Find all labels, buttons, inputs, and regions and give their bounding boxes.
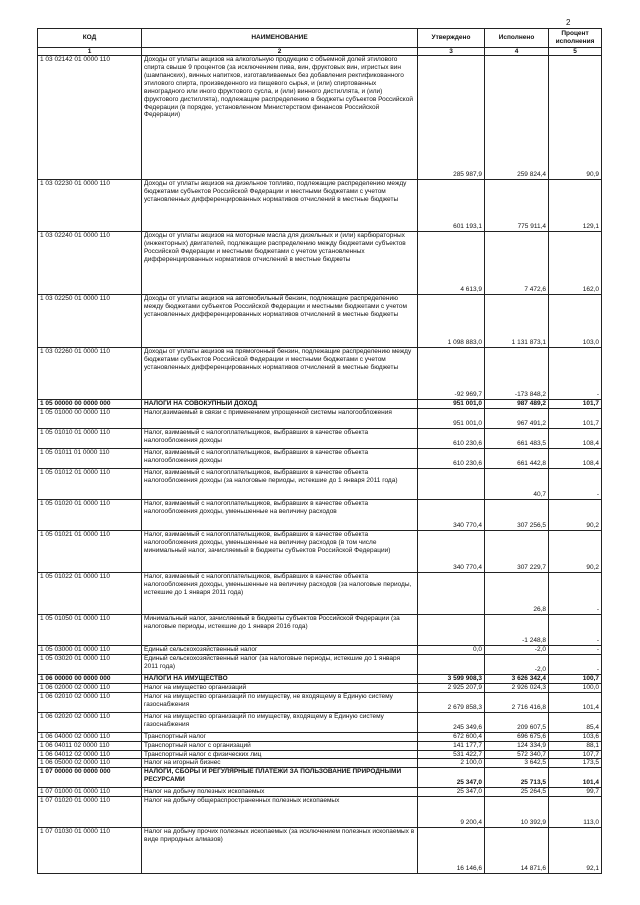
cell-code: 1 05 01012 01 0000 110 [38, 468, 142, 499]
column-number: 2 [142, 48, 418, 56]
cell-percent: - [549, 654, 602, 674]
cell-approved: 531 422,7 [418, 750, 485, 759]
table-row [38, 428, 602, 448]
cell-executed: 967 491,2 [485, 408, 549, 428]
cell-approved: 1 098 883,0 [418, 295, 485, 348]
table-row [38, 572, 602, 614]
table-row [38, 348, 602, 400]
cell-code: 1 03 02260 01 0000 110 [38, 348, 142, 400]
table-row [38, 828, 602, 874]
cell-approved: 25 347,0 [418, 768, 485, 788]
cell-name: Налог, взимаемый с налогоплательщиков, выбравших в качестве объекта налогообложения доходы, уменьшенные на величину расходов (в том числе минимальный налог, зачисляемый в бюджеты субъектов Российской Федерации) [142, 530, 418, 572]
cell-approved: 2 100,0 [418, 759, 485, 768]
cell-name: Налог на имущество организаций по имуществу, не входящему в Единую систему газоснабжения [142, 692, 418, 712]
cell-percent: 107,7 [549, 750, 602, 759]
table-row [38, 741, 602, 750]
cell-percent: 129,1 [549, 180, 602, 232]
cell-approved: 610 230,6 [418, 428, 485, 448]
cell-code: 1 03 02142 01 0000 110 [38, 56, 142, 180]
cell-executed: 26,8 [485, 572, 549, 614]
cell-code: 1 03 02230 01 0000 110 [38, 180, 142, 232]
cell-percent: 90,2 [549, 530, 602, 572]
column-number: 5 [549, 48, 602, 56]
cell-name: Транспортный налог с организаций [142, 741, 418, 750]
column-number: 3 [418, 48, 485, 56]
cell-executed: 661 483,5 [485, 428, 549, 448]
cell-code: 1 07 00000 00 0000 000 [38, 768, 142, 788]
table-row [38, 232, 602, 295]
cell-code: 1 05 01050 01 0000 110 [38, 614, 142, 645]
cell-executed: -173 848,2 [485, 348, 549, 400]
cell-name: Доходы от уплаты акцизов на автомобильный бензин, подлежащие распределению между бюджетами субъектов Российской Федерации и местными бюджетами с учетом установленных дифференцированных нормативов отчислений в местные бюджеты [142, 295, 418, 348]
column-number-row [38, 48, 602, 56]
cell-name: Налог на добычу полезных ископаемых [142, 788, 418, 797]
table-row [38, 530, 602, 572]
cell-approved: 2 679 858,3 [418, 692, 485, 712]
cell-percent: - [549, 348, 602, 400]
cell-percent: 162,0 [549, 232, 602, 295]
cell-executed: 661 442,8 [485, 448, 549, 468]
header-row [38, 29, 602, 48]
cell-name: Доходы от уплаты акцизов на моторные масла для дизельных и (или) карбюраторных (инжекторных) двигателей, подлежащие распределению между бюджетами субъектов Российской Федерации и местными бюджетами с учетом установленных дифференцированных нормативов отчислений в местные бюджеты [142, 232, 418, 295]
cell-percent: 108,4 [549, 448, 602, 468]
cell-approved: 285 987,9 [418, 56, 485, 180]
cell-approved: 0,0 [418, 645, 485, 654]
cell-percent: 101,7 [549, 408, 602, 428]
cell-percent: - [549, 614, 602, 645]
cell-code: 1 05 03000 01 0000 110 [38, 645, 142, 654]
table-row [38, 408, 602, 428]
cell-approved [418, 654, 485, 674]
cell-code: 1 06 02020 02 0000 110 [38, 712, 142, 732]
cell-executed: 987 489,2 [485, 400, 549, 409]
header-approved: Утверждено [418, 29, 485, 48]
cell-executed: 1 131 873,1 [485, 295, 549, 348]
cell-name: Налог, взимаемый с налогоплательщиков, выбравших в качестве объекта налогообложения доходы, уменьшенные на величину расходов [142, 499, 418, 530]
cell-code: 1 06 04011 02 0000 110 [38, 741, 142, 750]
table-row [38, 732, 602, 741]
cell-code: 1 05 03020 01 0000 110 [38, 654, 142, 674]
cell-code: 1 03 02250 01 0000 110 [38, 295, 142, 348]
cell-executed: 40,7 [485, 468, 549, 499]
cell-executed: 307 256,5 [485, 499, 549, 530]
cell-name: Налог на добычу прочих полезных ископаемых (за исключением полезных ископаемых в виде природных алмазов) [142, 828, 418, 874]
cell-name: Минимальный налог, зачисляемый в бюджеты субъектов Российской Федерации (за налоговые периоды, истекшие до 1 января 2016 года) [142, 614, 418, 645]
cell-percent: 101,4 [549, 692, 602, 712]
cell-name: Единый сельскохозяйственный налог (за налоговые периоды, истекшие до 1 января 2011 года) [142, 654, 418, 674]
budget-revenue-table [37, 28, 602, 874]
cell-approved: 25 347,0 [418, 788, 485, 797]
cell-code: 1 06 04012 02 0000 110 [38, 750, 142, 759]
cell-percent: 113,0 [549, 797, 602, 828]
table-row [38, 692, 602, 712]
cell-approved: 340 770,4 [418, 499, 485, 530]
table-row [38, 712, 602, 732]
cell-name: НАЛОГИ НА СОВОКУПНЫЙ ДОХОД [142, 400, 418, 409]
cell-executed: -1 248,8 [485, 614, 549, 645]
cell-code: 1 03 02240 01 0000 110 [38, 232, 142, 295]
cell-percent: 103,6 [549, 732, 602, 741]
cell-code: 1 07 01020 01 0000 110 [38, 797, 142, 828]
cell-approved: 9 200,4 [418, 797, 485, 828]
cell-code: 1 05 01022 01 0000 110 [38, 572, 142, 614]
cell-executed: 775 911,4 [485, 180, 549, 232]
table-row [38, 788, 602, 797]
cell-name: Налог,взимаемый в связи с применением упрощенной системы налогообложения [142, 408, 418, 428]
cell-code: 1 06 02000 02 0000 110 [38, 683, 142, 692]
cell-code: 1 07 01000 01 0000 110 [38, 788, 142, 797]
cell-percent: 100,0 [549, 683, 602, 692]
cell-code: 1 05 01020 01 0000 110 [38, 499, 142, 530]
table-row [38, 683, 602, 692]
cell-name: Налог, взимаемый с налогоплательщиков, выбравших в качестве объекта налогообложения доходы [142, 428, 418, 448]
table-row [38, 797, 602, 828]
table-row [38, 448, 602, 468]
cell-name: Налог, взимаемый с налогоплательщиков, выбравших в качестве объекта налогообложения доходы, уменьшенные на величину расходов (за налоговые периоды, истекшие до 1 января 2011 года) [142, 572, 418, 614]
cell-approved: 610 230,6 [418, 448, 485, 468]
table-row [38, 614, 602, 645]
cell-name: Транспортный налог [142, 732, 418, 741]
cell-approved: 601 193,1 [418, 180, 485, 232]
cell-approved: 4 613,9 [418, 232, 485, 295]
cell-executed: 124 334,9 [485, 741, 549, 750]
cell-executed: 2 716 416,8 [485, 692, 549, 712]
cell-name: Транспортный налог с физических лиц [142, 750, 418, 759]
cell-name: Доходы от уплаты акцизов на алкогольную продукцию с объемной долей этилового спирта свыше 9 процентов (за исключением пива, вин, фруктовых вин, игристых вин (шампанских), винных напитков, изготавливаемых без добавления ректификованного этилового спирта, произведенного из пищевого сырья, и (или) спиртованных виноградного или иного фруктового сусла, и (или) винного дистиллята, и (или) фруктового дистиллята), подлежащие распределению в бюджеты субъектов Российской Федерации (в порядке, установленном Министерством финансов Российской Федерации) [142, 56, 418, 180]
cell-executed: 696 675,6 [485, 732, 549, 741]
cell-percent: 100,7 [549, 674, 602, 683]
cell-executed: 7 472,6 [485, 232, 549, 295]
table-row [38, 759, 602, 768]
cell-code: 1 05 01010 01 0000 110 [38, 428, 142, 448]
cell-percent: 103,0 [549, 295, 602, 348]
cell-executed: 2 926 024,3 [485, 683, 549, 692]
cell-approved: 2 925 207,9 [418, 683, 485, 692]
table-row [38, 56, 602, 180]
table-row [38, 645, 602, 654]
table-body [38, 56, 602, 874]
cell-code: 1 05 01021 01 0000 110 [38, 530, 142, 572]
cell-name: НАЛОГИ НА ИМУЩЕСТВО [142, 674, 418, 683]
cell-name: Налог на добычу общераспространенных полезных ископаемых [142, 797, 418, 828]
cell-approved [418, 468, 485, 499]
cell-name: Единый сельскохозяйственный налог [142, 645, 418, 654]
cell-approved: 3 599 908,3 [418, 674, 485, 683]
cell-executed: 3 626 342,4 [485, 674, 549, 683]
cell-executed: -2,0 [485, 654, 549, 674]
cell-executed: 307 229,7 [485, 530, 549, 572]
cell-approved: 16 146,6 [418, 828, 485, 874]
cell-executed: 572 340,7 [485, 750, 549, 759]
header-code: КОД [38, 29, 142, 48]
cell-approved: 951 001,0 [418, 400, 485, 409]
cell-percent: 90,2 [549, 499, 602, 530]
table-row [38, 750, 602, 759]
cell-percent: 101,7 [549, 400, 602, 409]
cell-percent: 101,4 [549, 768, 602, 788]
cell-percent: 90,9 [549, 56, 602, 180]
cell-name: Налог, взимаемый с налогоплательщиков, выбравших в качестве объекта налогообложения доходы (за налоговые периоды, истекшие до 1 января 2011 года) [142, 468, 418, 499]
cell-executed: 209 607,5 [485, 712, 549, 732]
cell-approved: 672 600,4 [418, 732, 485, 741]
cell-approved: -92 969,7 [418, 348, 485, 400]
cell-name: Налог на имущество организаций по имуществу, входящему в Единую систему газоснабжения [142, 712, 418, 732]
cell-name: Налог на игорный бизнес [142, 759, 418, 768]
cell-code: 1 06 00000 00 0000 000 [38, 674, 142, 683]
cell-executed: 14 871,6 [485, 828, 549, 874]
table-row [38, 295, 602, 348]
header-percent: Процент исполнения [549, 29, 602, 48]
cell-approved [418, 572, 485, 614]
header-name: НАИМЕНОВАНИЕ [142, 29, 418, 48]
cell-code: 1 07 01030 01 0000 110 [38, 828, 142, 874]
cell-code: 1 06 02010 02 0000 110 [38, 692, 142, 712]
table-row [38, 468, 602, 499]
cell-name: Доходы от уплаты акцизов на прямогонный бензин, подлежащие распределению между бюджетами субъектов Российской Федерации и местными бюджетами с учетом установленных дифференцированных нормативов отчислений в местные бюджеты [142, 348, 418, 400]
cell-approved: 951 001,0 [418, 408, 485, 428]
page-number: 2 [566, 18, 571, 27]
cell-approved: 141 177,7 [418, 741, 485, 750]
cell-executed: 3 642,5 [485, 759, 549, 768]
column-number: 4 [485, 48, 549, 56]
cell-code: 1 06 04000 02 0000 110 [38, 732, 142, 741]
cell-percent: - [549, 468, 602, 499]
cell-executed: 25 713,5 [485, 768, 549, 788]
cell-name: НАЛОГИ, СБОРЫ И РЕГУЛЯРНЫЕ ПЛАТЕЖИ ЗА ПОЛЬЗОВАНИЕ ПРИРОДНЫМИ РЕСУРСАМИ [142, 768, 418, 788]
cell-name: Налог на имущество организаций [142, 683, 418, 692]
cell-percent: 173,5 [549, 759, 602, 768]
cell-approved: 245 349,6 [418, 712, 485, 732]
cell-executed: 259 824,4 [485, 56, 549, 180]
cell-percent: - [549, 645, 602, 654]
table-row [38, 768, 602, 788]
cell-percent: 99,7 [549, 788, 602, 797]
cell-percent: 88,1 [549, 741, 602, 750]
column-number: 1 [38, 48, 142, 56]
cell-code: 1 05 00000 00 0000 000 [38, 400, 142, 409]
header-executed: Исполнено [485, 29, 549, 48]
table-row [38, 654, 602, 674]
cell-executed: 10 392,9 [485, 797, 549, 828]
cell-code: 1 05 01011 01 0000 110 [38, 448, 142, 468]
table-row [38, 674, 602, 683]
cell-executed: -2,0 [485, 645, 549, 654]
cell-name: Налог, взимаемый с налогоплательщиков, выбравших в качестве объекта налогообложения доходы [142, 448, 418, 468]
cell-code: 1 06 05000 02 0000 110 [38, 759, 142, 768]
table-row [38, 499, 602, 530]
cell-percent: 92,1 [549, 828, 602, 874]
table-row [38, 180, 602, 232]
cell-approved: 340 770,4 [418, 530, 485, 572]
cell-executed: 25 264,5 [485, 788, 549, 797]
cell-code: 1 05 01000 00 0000 110 [38, 408, 142, 428]
cell-approved [418, 614, 485, 645]
cell-percent: - [549, 572, 602, 614]
cell-percent: 85,4 [549, 712, 602, 732]
cell-name: Доходы от уплаты акцизов на дизельное топливо, подлежащие распределению между бюджетами субъектов Российской Федерации и местными бюджетами с учетом установленных дифференцированных нормативов отчислений в местные бюджеты [142, 180, 418, 232]
table-row [38, 400, 602, 409]
cell-percent: 108,4 [549, 428, 602, 448]
